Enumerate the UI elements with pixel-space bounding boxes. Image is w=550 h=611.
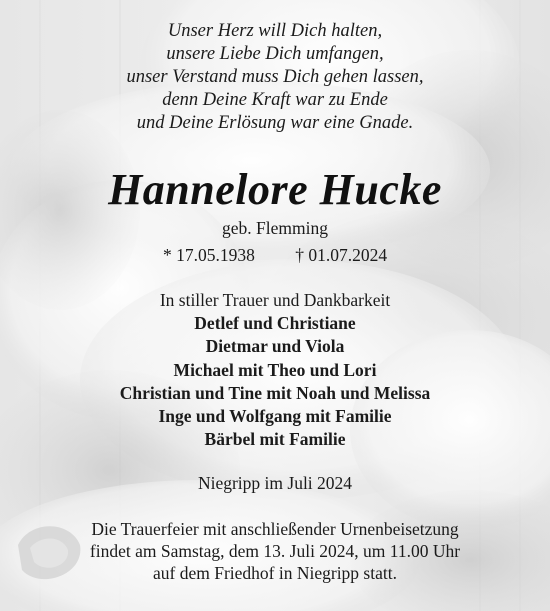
service-line: Die Trauerfeier mit anschließender Urnenbeisetzung [91, 519, 459, 539]
mourner-family: Michael mit Theo und Lori [173, 359, 377, 380]
poem-line: unsere Liebe Dich umfangen, [166, 44, 384, 64]
mourner-family: Inge und Wolfgang mit Familie [158, 406, 392, 427]
memorial-poem [0, 20, 550, 135]
service-line: auf dem Friedhof in Niegripp statt. [153, 563, 397, 583]
place-and-date: Niegripp im Juli 2024 [197, 473, 353, 493]
poem-line: denn Deine Kraft war zu Ende [162, 90, 388, 110]
mourners-intro: In stiller Trauer und Dankbarkeit [159, 290, 391, 310]
mourner-family: Detlef und Christiane [194, 313, 356, 334]
funeral-service-info [0, 518, 550, 584]
life-dates [0, 244, 550, 266]
deceased-name: Hannelore Hucke [108, 165, 442, 214]
mourners-list [0, 289, 550, 451]
poem-line: Unser Herz will Dich halten, [167, 21, 383, 41]
mourner-family: Bärbel mit Familie [204, 429, 346, 450]
death-date: † 01.07.2024 [295, 245, 388, 265]
poem-line: und Deine Erlösung war eine Gnade. [136, 113, 414, 133]
service-line: findet am Samstag, dem 13. Juli 2024, um 11.00 Uhr [89, 541, 461, 561]
mourner-family: Dietmar und Viola [205, 336, 345, 357]
birth-date: * 17.05.1938 [162, 245, 255, 265]
maiden-name: geb. Flemming [222, 218, 328, 238]
mourner-family: Christian und Tine mit Noah und Melissa [119, 382, 431, 403]
poem-line: unser Verstand muss Dich gehen lassen, [126, 67, 424, 87]
